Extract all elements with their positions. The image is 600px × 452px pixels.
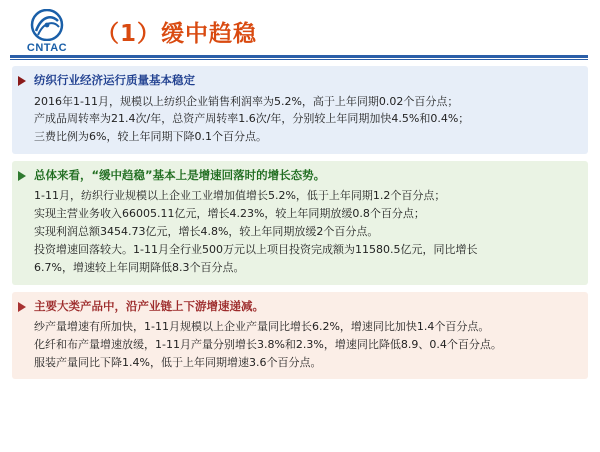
- block-2-line-3: 实现利润总额3454.73亿元，增长4.8%，较上年同期放缓2个百分点。: [34, 225, 379, 239]
- cntac-emblem-icon: [30, 9, 64, 41]
- content-block-2: [12, 161, 588, 285]
- block-2-line-4: 投资增速回落较大。1-11月全行业500万元以上项目投资完成额为11580.5亿元，同比增长: [34, 242, 478, 256]
- arrow-right-icon: [18, 302, 26, 312]
- content-block-3: [12, 292, 588, 380]
- block-2-heading: 总体来看，“缓中趋稳”基本上是增速回落时的增长态势。: [34, 167, 326, 182]
- block-3-heading: 主要大类产品中，沿产业链上下游增速递减。: [34, 298, 264, 313]
- block-1-line-2: 产成品周转率为21.4次/年，总资产周转率1.6次/年，分别较上年同期加快4.5%和0.4%；: [34, 112, 470, 126]
- header-divider: [10, 55, 588, 58]
- slide-header: [0, 0, 600, 62]
- block-1-heading: 纺织行业经济运行质量基本稳定: [34, 73, 195, 87]
- cntac-logo: [10, 6, 84, 56]
- block-1-line-1: 2016年1-11月，规模以上纺织企业销售利润率为5.2%，高于上年同期0.02个百分点；: [34, 94, 459, 108]
- slide-footer: [0, 426, 600, 452]
- content-block-1: [12, 66, 588, 154]
- block-1-line-3: 三费比例为6%，较上年同期下降0.1个百分点。: [34, 130, 267, 144]
- page-title: （1）缓中趋稳: [96, 20, 258, 47]
- block-2-line-5: 6.7%，增速较上年同期降低8.3个百分点。: [34, 260, 245, 274]
- block-2-line-1: 1-11月，纺织行业规模以上企业工业增加值增长5.2%，低于上年同期1.2个百分点；: [34, 189, 446, 203]
- block-2-line-2: 实现主营业务收入66005.11亿元，增长4.23%，较上年同期放缓0.8个百分点；: [34, 207, 425, 221]
- content-blocks: [0, 62, 600, 379]
- footer-divider: [12, 443, 588, 446]
- block-3-line-2: 化纤和布产量增速放缓，1-11月产量分别增长3.8%和2.3%，增速同比降低8.9、0.4个百分点。: [34, 337, 502, 351]
- block-3-line-1: 纱产量增速有所加快，1-11月规模以上企业产量同比增长6.2%，增速同比加快1.4个百分点。: [34, 320, 490, 334]
- arrow-right-icon: [18, 171, 26, 181]
- cntac-logo-text: CNTAC: [26, 41, 68, 54]
- arrow-right-icon: [18, 76, 26, 86]
- block-3-line-3: 服装产量同比下降1.4%，低于上年同期增速3.6个百分点。: [34, 355, 322, 369]
